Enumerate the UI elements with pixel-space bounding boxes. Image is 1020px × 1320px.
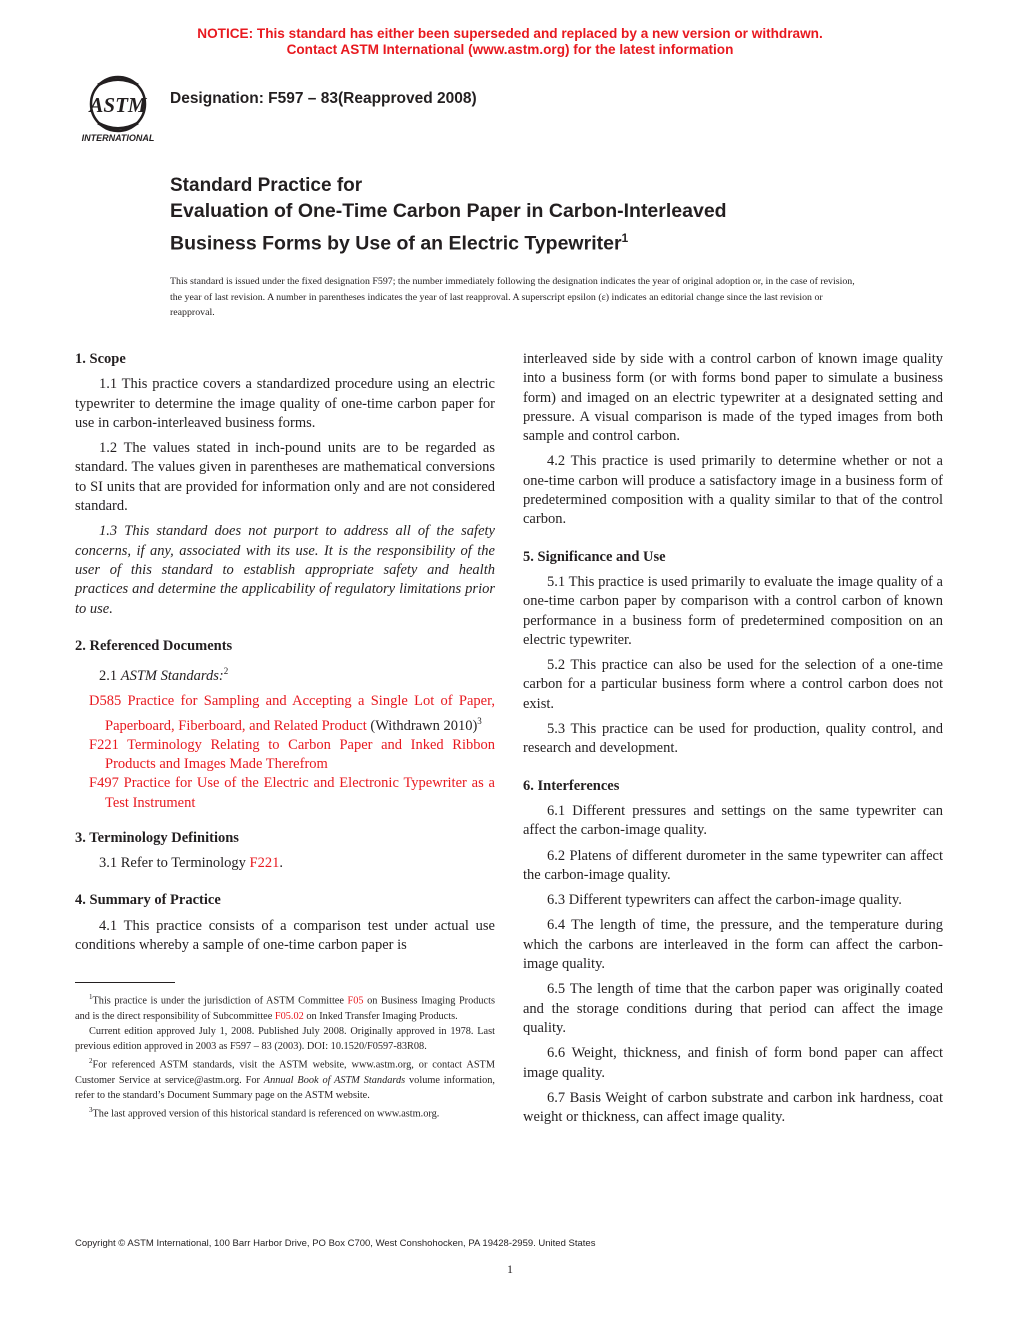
footnote-2-text-a: For referenced ASTM standards, visit the ASTM website, www.astm.org, or contact ASTM Customer Service at service@astm.org. For xyxy=(75,1059,495,1086)
section-1-heading: 1. Scope xyxy=(75,351,126,367)
paragraph-4-2: 4.2 This practice is used primarily to determine whether or not a one-time carbon will produce a satisfactory image in a business form of predetermined composition with a quality similar to that of the control carbon. xyxy=(523,453,943,528)
astm-logo xyxy=(74,72,162,144)
paragraph-6-2: 6.2 Platens of different durometer in the same typewriter can affect the carbon-image quality. xyxy=(523,847,943,883)
committee-f05-link[interactable]: F05 xyxy=(347,995,364,1007)
paragraph-6-6: 6.6 Weight, thickness, and finish of form bond paper can affect image quality. xyxy=(523,1045,943,1081)
notice-line-2: Contact ASTM International (www.astm.org) for the latest information xyxy=(286,42,734,57)
section-5-heading: 5. Significance and Use xyxy=(523,548,666,565)
paragraph-3-1 xyxy=(75,854,495,873)
footnote-3-text: The last approved version of this historical standard is referenced on www.astm.org. xyxy=(92,1108,440,1120)
footnote-1-edition: Current edition approved July 1, 2008. Published July 2008. Originally approved in 1978. Last previous edition approved in 2003 as F597 – 83 (2003). DOI: 10.1520/F0597-83R08. xyxy=(75,1025,495,1053)
paragraph-6-4: 6.4 The length of time, the pressure, and the temperature during which the carbons are interleaved in the form can affect the carbon-image quality. xyxy=(523,917,943,973)
paragraph-1-1: 1.1 This practice covers a standardized procedure using an electric typewriter to determine the image quality of one-time carbon paper for use in carbon-interleaved business forms. xyxy=(75,376,495,431)
reference-f497-title[interactable]: Practice for Use of the Electric and Electronic Typewriter as a Test Instrument xyxy=(105,775,495,811)
reference-d585-link[interactable]: D585 xyxy=(89,693,122,710)
footnote-1-text-c: on Inked Transfer Imaging Products. xyxy=(303,1010,458,1022)
reference-f221 xyxy=(75,736,495,775)
footnote-1-text-a: This practice is under the jurisdiction of ASTM Committee xyxy=(92,995,348,1007)
footnote-1 xyxy=(75,990,495,1024)
paragraph-3-1-text: 3.1 Refer to Terminology xyxy=(99,855,250,872)
paragraph-2-1 xyxy=(75,662,495,686)
footnote-2-text-b: volume information, refer to the standard’s Document Summary page on the ASTM website. xyxy=(75,1074,495,1102)
logo-text: ASTM xyxy=(89,93,147,117)
left-column xyxy=(75,350,495,961)
reference-d585-withdrawn: (Withdrawn 2010) xyxy=(366,717,478,734)
section-6-heading: 6. Interferences xyxy=(523,777,620,794)
footnote-2-mark: 2 xyxy=(223,666,229,677)
reference-f221-link[interactable]: F221 xyxy=(89,736,119,753)
paragraph-5-3: 5.3 This practice can be used for production, quality control, and research and development. xyxy=(523,721,943,757)
reference-f497 xyxy=(75,774,495,813)
logo-subtext: INTERNATIONAL xyxy=(81,133,155,143)
superseded-notice xyxy=(0,26,1020,58)
page-number: 1 xyxy=(507,1262,513,1276)
footnote-3 xyxy=(75,1103,495,1122)
footnote-2 xyxy=(75,1054,495,1103)
title-line-1: Standard Practice for xyxy=(170,175,363,196)
footnote-3-marker: 3 xyxy=(89,1106,93,1115)
footnote-2-marker: 2 xyxy=(89,1057,93,1066)
footnote-1-text-b: on Business Imaging Products and is the direct responsibility of Subcommittee xyxy=(75,995,495,1022)
reference-f221-title[interactable]: Terminology Relating to Carbon Paper and Inked Ribbon Products and Images Made Therefrom xyxy=(105,736,495,772)
designation: Designation: F597 – 83(Reapproved 2008) xyxy=(170,90,477,107)
reference-d585 xyxy=(75,692,495,735)
document-title xyxy=(170,174,727,258)
paragraph-6-1: 6.1 Different pressures and settings on the same typewriter can affect the carbon-image quality. xyxy=(523,802,943,839)
paragraph-4-1: 4.1 This practice consists of a comparison test under actual use conditions whereby a sample of one-time carbon paper is xyxy=(75,917,495,954)
paragraph-6-7: 6.7 Basis Weight of carbon substrate and carbon ink hardness, coat weight or thickness, can affect image quality. xyxy=(523,1089,943,1126)
title-line-3-text: Business Forms by Use of an Electric Typewriter xyxy=(170,232,622,255)
paragraph-1-3: 1.3 This standard does not purport to address all of the safety concerns, if any, associated with its use. It is the responsibility of the user of this standard to establish appropriate safety and health practices and determine the applicability of regulatory limitations prior to use. xyxy=(75,523,495,617)
section-2-heading: 2. Referenced Documents xyxy=(75,637,233,654)
paragraph-4-1-continued: interleaved side by side with a control carbon of known image quality into a business form (or with forms bond paper to simulate a business form) and imaged on an electric typewriter at a designated setting and pressure. A visual comparison is made of the typed images from both sample and control carbon. xyxy=(523,351,943,445)
paragraph-6-5: 6.5 The length of time that the carbon paper was originally coated and the storage conditions during that period can affect the image quality. xyxy=(523,981,943,1036)
copyright-line: Copyright © ASTM International, 100 Barr Harbor Drive, PO Box C700, West Conshohocken, PA 19428-2959. United States xyxy=(75,1238,596,1249)
paragraph-5-1: 5.1 This practice is used primarily to evaluate the image quality of a one-time carbon paper by comparison with a control carbon of known performance in a business form of predetermined composition on an electric typewriter. xyxy=(523,573,943,648)
footnote-1-marker: 1 xyxy=(89,993,93,1001)
section-3-heading: 3. Terminology Definitions xyxy=(75,829,239,846)
paragraph-5-2: 5.2 This practice can also be used for the selection of a one-time carbon for a particular business form where a control carbon does not exist. xyxy=(523,657,943,712)
footnotes xyxy=(75,990,495,1122)
reference-d585-title[interactable]: Practice for Sampling and Accepting a Single Lot of Paper, Paperboard, Fiberboard, and Related Product xyxy=(105,693,495,734)
issued-note: This standard is issued under the fixed designation F597; the number immediately following the designation indicates the year of original adoption or, in the case of revision, the year of last revision. A number in parentheses indicates the year of last reapproval. A superscript epsilon (ε) indicates an editorial change since the last revision or reapproval. xyxy=(170,276,855,318)
subcommittee-f05-02-link[interactable]: F05.02 xyxy=(274,1010,304,1022)
astm-standards-label: ASTM Standards: xyxy=(120,667,224,684)
right-column xyxy=(523,350,943,1133)
terminology-f221-link[interactable]: F221 xyxy=(249,855,280,872)
title-line-2: Evaluation of One-Time Carbon Paper in Carbon-Interleaved xyxy=(170,200,727,222)
footnote-2-italic: Annual Book of ASTM Standards xyxy=(263,1074,406,1086)
section-4-heading: 4. Summary of Practice xyxy=(75,892,221,909)
notice-line-1: NOTICE: This standard has either been superseded and replaced by a new version or withdrawn. xyxy=(197,26,823,41)
footnote-rule xyxy=(75,982,175,983)
paragraph-2-1-number: 2.1 xyxy=(99,667,121,684)
footnote-3-mark: 3 xyxy=(477,715,482,726)
reference-f497-link[interactable]: F497 xyxy=(89,775,119,792)
title-footnote-mark: 1 xyxy=(621,231,629,245)
paragraph-3-1-end: . xyxy=(279,855,283,872)
title-line-3 xyxy=(170,225,727,258)
paragraph-1-2: 1.2 The values stated in inch-pound units are to be regarded as standard. The values given in parentheses are mathematical conversions to SI units that are provided for information only and are not considered standard. xyxy=(75,440,495,515)
paragraph-6-3: 6.3 Different typewriters can affect the carbon-image quality. xyxy=(547,892,902,909)
astm-logo-icon xyxy=(74,72,162,144)
